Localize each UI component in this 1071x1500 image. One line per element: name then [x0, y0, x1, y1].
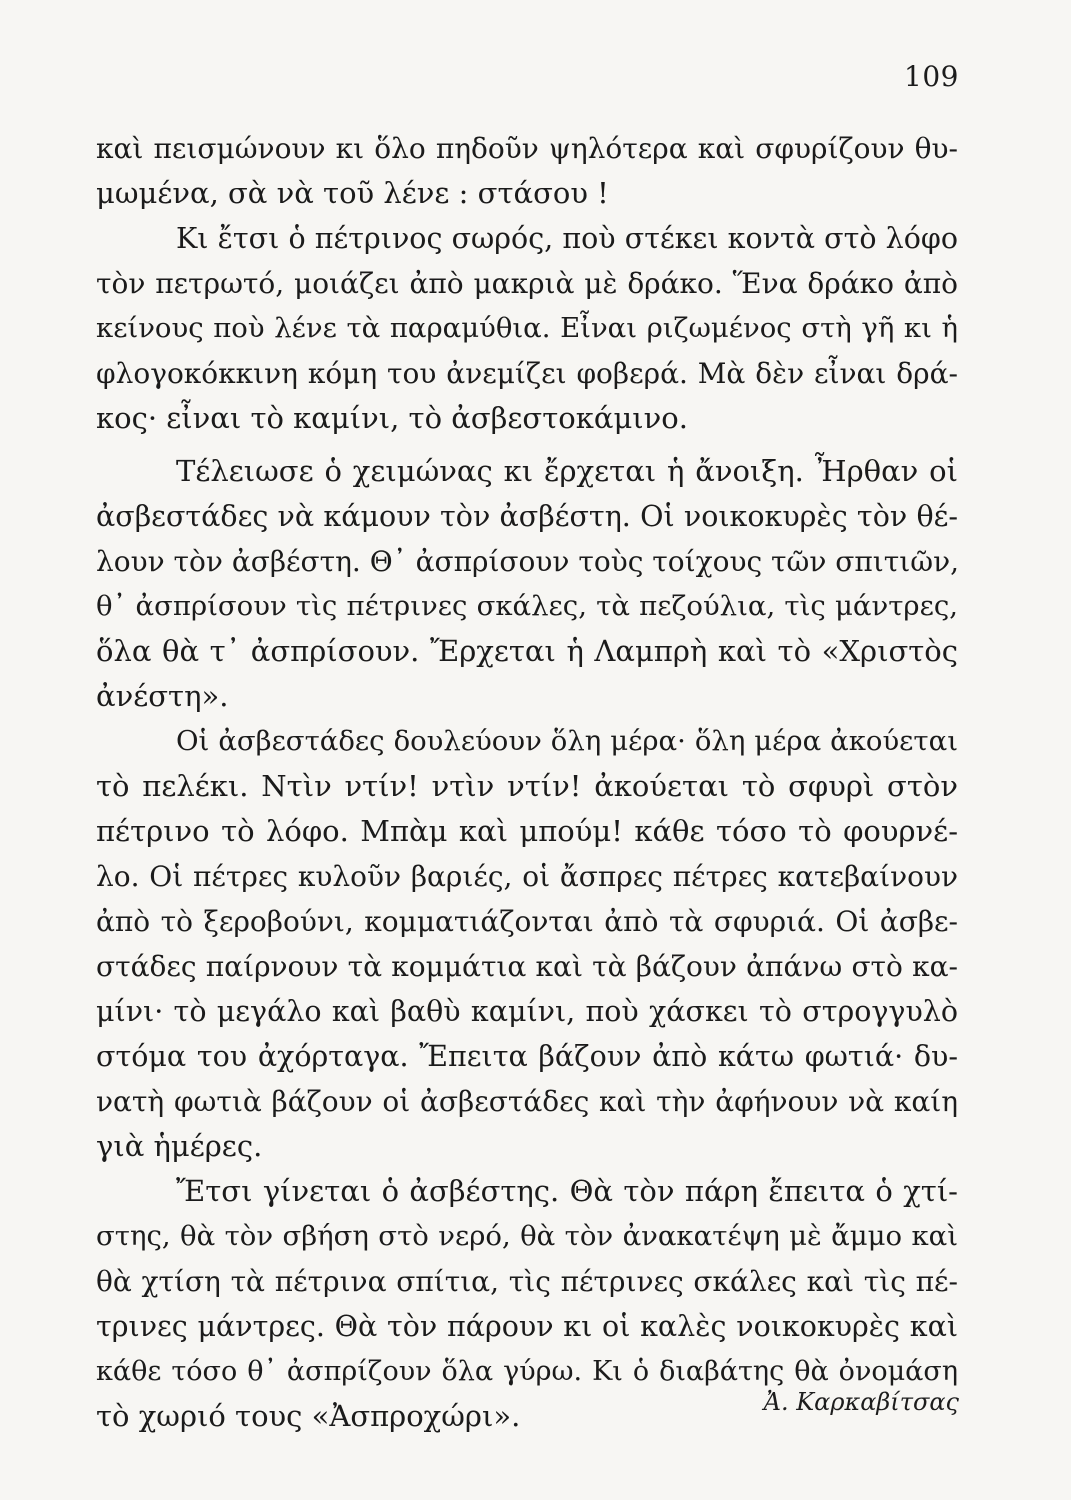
text-line: λουν τὸν ἀσβέστη. Θ᾿ ἀσπρίσουν τοὺς τοίχους τῶν σπιτιῶν,	[96, 545, 960, 578]
text-line: Κι ἔτσι ὁ πέτρινος σωρός, ποὺ στέκει κοντὰ στὸ λόφο	[176, 222, 958, 255]
text-line: Ἔτσι γίνεται ὁ ἀσβέστης. Θὰ τὸν πάρη ἔπειτα ὁ χτί-	[176, 1174, 958, 1208]
text-line: μωμένα, σὰ νὰ τοῦ λένε : στάσου !	[96, 176, 609, 210]
text-line: θὰ χτίση τὰ πέτρινα σπίτια, τὶς πέτρινες σκάλες καὶ τὶς πέ-	[96, 1265, 958, 1298]
text-line: λο. Οἱ πέτρες κυλοῦν βαριές, οἱ ἄσπρες πέτρες κατεβαίνουν	[96, 860, 958, 893]
text-line: Οἱ ἀσβεστάδες δουλεύουν ὅλη μέρα· ὅλη μέρα ἀκούεται	[176, 725, 958, 757]
text-line: τρινες μάντρες. Θὰ τὸν πάρουν κι οἱ καλὲς νοικοκυρὲς καὶ	[96, 1310, 958, 1343]
text-line: μίνι· τὸ μεγάλο καὶ βαθὺ καμίνι, ποὺ χάσκει τὸ στρογγυλὸ	[96, 995, 958, 1028]
text-line: στης, θὰ τὸν σβήση στὸ νερό, θὰ τὸν ἀνακατέψη μὲ ἄμμο καὶ	[96, 1220, 958, 1252]
text-line: στόμα του ἀχόρταγα. Ἔπειτα βάζουν ἀπὸ κάτω φωτιά· δυ-	[96, 1040, 958, 1073]
text-line: τὸ χωριό τους «Ἀσπροχώρι».	[96, 1399, 521, 1433]
author-signature: Ἀ. Καρκαβίτσας	[763, 1388, 959, 1416]
text-line: καὶ πεισμώνουν κι ὅλο πηδοῦν ψηλότερα καὶ σφυρίζουν θυ-	[96, 132, 958, 165]
text-line: φλογοκόκκινη κόμη του ἀνεμίζει φοβερά. Μὰ δὲν εἶναι δρά-	[96, 357, 958, 390]
text-line: κος· εἶναι τὸ καμίνι, τὸ ἀσβεστοκάμινο.	[96, 401, 688, 435]
text-line: θ᾿ ἀσπρίσουν τὶς πέτρινες σκάλες, τὰ πεζούλια, τὶς μάντρες,	[96, 590, 958, 622]
page-number: 109	[904, 60, 959, 93]
text-line: κείνους ποὺ λένε τὰ παραμύθια. Εἶναι ριζωμένος στὴ γῆ κι ἡ	[96, 312, 958, 344]
text-line: Τέλειωσε ὁ χειμώνας κι ἔρχεται ἡ ἄνοιξη. Ἦρθαν οἱ	[176, 454, 958, 488]
text-line: νατὴ φωτιὰ βάζουν οἱ ἀσβεστάδες καὶ τὴν ἀφήνουν νὰ καίη	[96, 1085, 958, 1118]
paragraph-block-1	[96, 126, 958, 441]
text-line: πέτρινο τὸ λόφο. Μπὰμ καὶ μπούμ! κάθε τόσο τὸ φουρνέ-	[96, 814, 958, 848]
text-line: κάθε τόσο θ᾿ ἀσπρίζουν ὅλα γύρω. Κι ὁ διαβάτης θὰ ὀνομάση	[96, 1356, 958, 1387]
text-line: στάδες παίρνουν τὰ κομμάτια καὶ τὰ βάζουν ἀπάνω στὸ κα-	[96, 950, 958, 983]
text-line: ὅλα θὰ τ᾿ ἀσπρίσουν. Ἔρχεται ἡ Λαμπρὴ καὶ τὸ «Χριστὸς	[96, 634, 958, 668]
text-line: τὸν πετρωτό, μοιάζει ἀπὸ μακριὰ μὲ δράκο. Ἕνα δράκο ἀπὸ	[96, 267, 958, 300]
paragraph-block-2	[96, 449, 958, 1439]
text-line: ἀνέστη».	[96, 679, 229, 713]
text-line: ἀσβεστάδες νὰ κάμουν τὸν ἀσβέστη. Οἱ νοικοκυρὲς τὸν θέ-	[96, 500, 958, 533]
text-line: τὸ πελέκι. Ντὶν ντίν! ντὶν ντίν! ἀκούεται τὸ σφυρὶ στὸν	[96, 769, 958, 803]
text-line: ἀπὸ τὸ ξεροβούνι, κομματιάζονται ἀπὸ τὰ σφυριά. Οἱ ἀσβε-	[96, 905, 958, 938]
text-line: γιὰ ἡμέρες.	[96, 1129, 263, 1163]
